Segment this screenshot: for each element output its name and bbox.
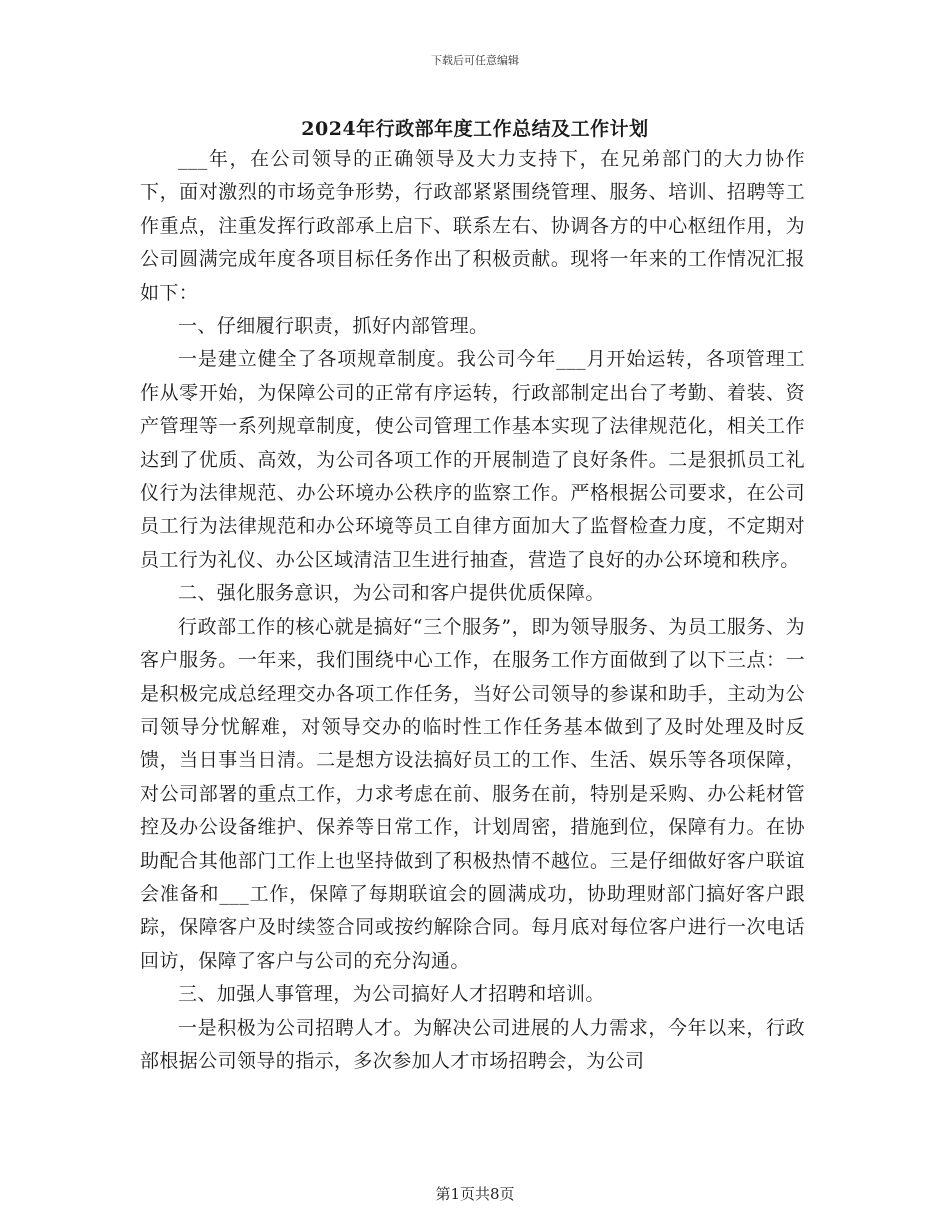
section-heading-2: 二、强化服务意识，为公司和客户提供优质保障。 bbox=[178, 582, 605, 605]
section-heading-3: 三、加强人事管理，为公司搞好人才招聘和培训。 bbox=[178, 983, 605, 1006]
page-header-note: 下载后可任意编辑 bbox=[431, 54, 519, 67]
paragraph-section-3: 一是积极为公司招聘人才。为解决公司进展的人力需求，今年以来，行政部根据公司领导的指示，多次参加人才市场招聘会，为公司 bbox=[140, 1016, 805, 1072]
section-heading-1: 一、仔细履行职责，抓好内部管理。 bbox=[178, 315, 489, 338]
paragraph-section-1: 一是建立健全了各项规章制度。我公司今年___月开始运转，各项管理工作从零开始，为保障公司的正常有序运转，行政部制定出台了考勤、着装、资产管理等一系列规章制度，使公司管理工作基本实现了法律规范化，相关工作达到了优质、高效，为公司各项工作的开展制造了良好条件。二是狠抓员工礼仪行为法律规范、办公环境办公秩序的监察工作。严格根据公司要求，在公司员工行为法律规范和办公环境等员工自律方面加大了监督检查力度，不定期对员工行为礼仪、办公区域清洁卫生进行抽查，营造了良好的办公环境和秩序。 bbox=[140, 348, 805, 571]
paragraph-section-2: 行政部工作的核心就是搞好“三个服务”，即为领导服务、为员工服务、为客户服务。一年来，我们围绕中心工作，在服务工作方面做到了以下三点：一是积极完成总经理交办各项工作任务，当好公司领导的参谋和助手，主动为公司领导分忧解难，对领导交办的临时性工作任务基本做到了及时处理及时反馈，当日事当日清。二是想方设法搞好员工的工作、生活、娱乐等各项保障，对公司部署的重点工作，力求考虑在前、服务在前，特别是采购、办公耗材管控及办公设备维护、保养等日常工作，计划周密，措施到位，保障有力。在协助配合其他部门工作上也坚持做到了积极热情不越位。三是仔细做好客户联谊会准备和___工作，保障了每期联谊会的圆满成功，协助理财部门搞好客户跟踪，保障客户及时续签合同或按约解除合同。每月底对每位客户进行一次电话回访，保障了客户与公司的充分沟通。 bbox=[140, 615, 805, 972]
paragraph-intro: ___年，在公司领导的正确领导及大力支持下，在兄弟部门的大力协作下，面对激烈的市场竞争形势，行政部紧紧围绕管理、服务、培训、招聘等工作重点，注重发挥行政部承上启下、联系左右、协调各方的中心枢纽作用，为公司圆满完成年度各项目标任务作出了积极贡献。现将一年来的工作情况汇报如下： bbox=[140, 148, 805, 304]
document-body bbox=[140, 143, 805, 1078]
page-number-footer: 第1页共8页 bbox=[435, 1185, 515, 1203]
document-title: 2024年行政部年度工作总结及工作计划 bbox=[301, 118, 649, 140]
